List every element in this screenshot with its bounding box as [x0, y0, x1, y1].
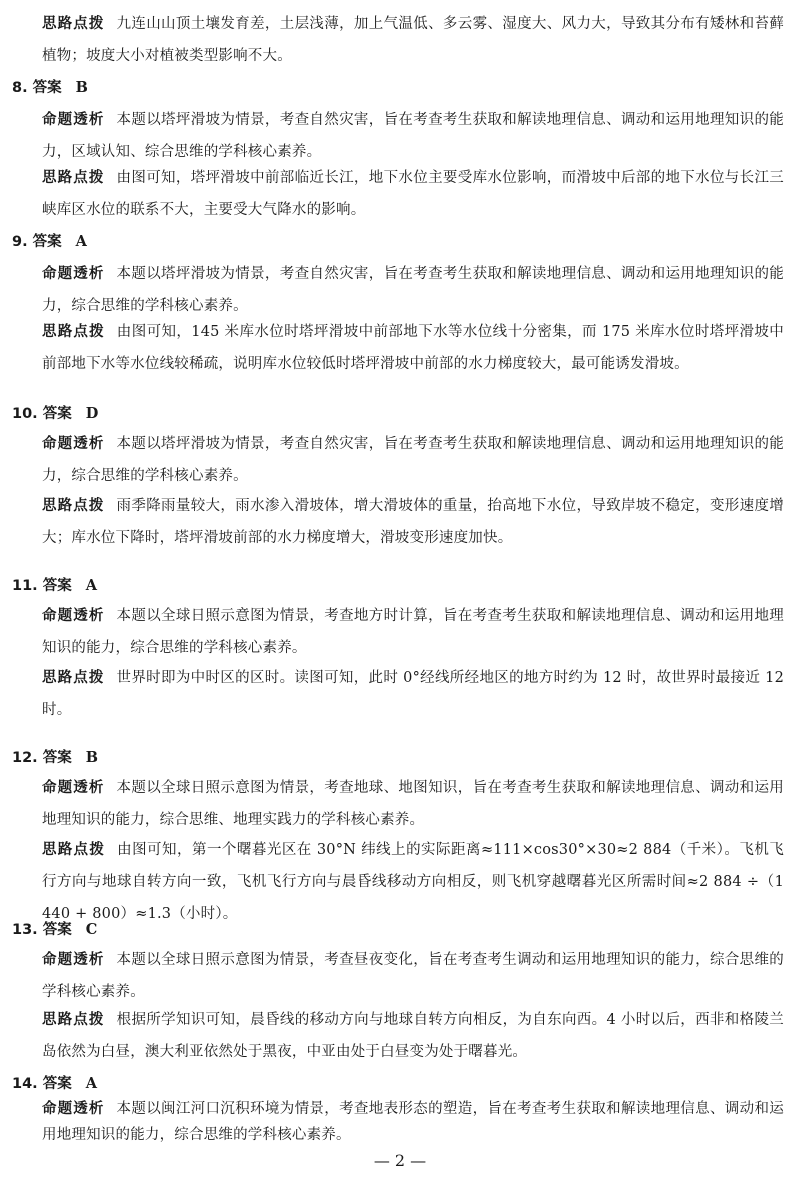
- question-8-hint: [42, 162, 784, 226]
- question-number: 9.: [12, 234, 28, 250]
- hint-label: 思路点拨: [42, 16, 105, 32]
- analysis-text: 本题以塔坪滑坡为情景，考查自然灾害，旨在考查考生获取和解读地理信息、调动和运用地理知识的能力，综合思维的学科核心素养。: [42, 266, 785, 314]
- answer-value: A: [75, 233, 87, 250]
- question-number: 11.: [12, 578, 38, 594]
- analysis-text: 本题以闽江河口沉积环境为情景，考查地表形态的塑造，旨在考查考生获取和解读地理信息、调动和运用地理知识的能力，综合思维的学科核心素养。: [42, 1101, 785, 1143]
- question-8-header: [12, 72, 88, 104]
- answer-value: B: [75, 79, 88, 96]
- analysis-label: 命题透析: [42, 608, 105, 624]
- answer-label: 答案: [32, 80, 62, 96]
- intro-hint: [42, 8, 784, 72]
- analysis-text: 本题以全球日照示意图为情景，考查地球、地图知识，旨在考查考生获取和解读地理信息、调动和运用地理知识的能力，综合思维、地理实践力的学科核心素养。: [42, 780, 785, 828]
- hint-text: 由图可知，第一个曙暮光区在 30°N 纬线上的实际距离≈111×cos30°×30≈2 884（千米）。飞机飞行方向与地球自转方向一致，飞机飞行方向与晨昏线移动方向相反，则飞机穿越曙暮光区所需时间≈2 884 ÷（1 440 + 800）≈1.3（小时）。: [42, 842, 784, 922]
- question-10-analysis: [42, 428, 784, 492]
- hint-text: 根据所学知识可知，晨昏线的移动方向与地球自转方向相反，为自东向西。4 小时以后，西非和格陵兰岛依然为白昼，澳大利亚依然处于黑夜，中亚由处于白昼变为处于曙暮光。: [42, 1012, 785, 1060]
- hint-text: 世界时即为中时区的区时。读图可知，此时 0°经线所经地区的地方时约为 12 时，故世界时最接近 12 时。: [42, 670, 785, 718]
- question-12-analysis: [42, 772, 784, 836]
- answer-label: 答案: [42, 406, 72, 422]
- question-9-header: [12, 226, 87, 258]
- hint-label: 思路点拨: [42, 670, 105, 686]
- answer-value: D: [85, 405, 99, 422]
- analysis-label: 命题透析: [42, 952, 105, 968]
- question-number: 8.: [12, 80, 28, 96]
- analysis-text: 本题以塔坪滑坡为情景，考查自然灾害，旨在考查考生获取和解读地理信息、调动和运用地理知识的能力，区域认知、综合思维的学科核心素养。: [42, 112, 785, 160]
- answer-label: 答案: [42, 922, 72, 938]
- answer-label: 答案: [42, 750, 72, 766]
- question-number: 12.: [12, 750, 38, 766]
- question-number: 14.: [12, 1076, 38, 1092]
- question-12-header: [12, 742, 98, 774]
- answer-label: 答案: [42, 578, 72, 594]
- analysis-text: 本题以塔坪滑坡为情景，考查自然灾害，旨在考查考生获取和解读地理信息、调动和运用地理知识的能力，综合思维的学科核心素养。: [42, 436, 785, 484]
- analysis-label: 命题透析: [42, 1101, 105, 1117]
- hint-label: 思路点拨: [42, 498, 105, 514]
- hint-text: 由图可知，145 米库水位时塔坪滑坡中前部地下水等水位线十分密集，而 175 米库水位时塔坪滑坡中前部地下水等水位线较稀疏，说明库水位较低时塔坪滑坡中前部的水力梯度较大，最可能诱发滑坡。: [42, 324, 785, 372]
- analysis-label: 命题透析: [42, 780, 105, 796]
- analysis-label: 命题透析: [42, 266, 105, 282]
- question-14-analysis: [42, 1096, 784, 1148]
- hint-label: 思路点拨: [42, 842, 106, 858]
- question-9-hint: [42, 316, 784, 380]
- hint-label: 思路点拨: [42, 1012, 105, 1028]
- hint-label: 思路点拨: [42, 324, 105, 340]
- answer-value: B: [85, 749, 99, 766]
- hint-text: 雨季降雨量较大，雨水渗入滑坡体，增大滑坡体的重量，抬高地下水位，导致岸坡不稳定，变形速度增大；库水位下降时，塔坪滑坡前部的水力梯度增大，滑坡变形速度加快。: [42, 498, 785, 546]
- analysis-label: 命题透析: [42, 112, 105, 128]
- hint-text: 九连山山顶土壤发育差，土层浅薄，加上气温低、多云雾、湿度大、风力大，导致其分布有矮林和苔藓植物；坡度大小对植被类型影响不大。: [42, 16, 785, 64]
- question-10-header: [12, 398, 98, 430]
- question-number: 13.: [12, 922, 38, 938]
- question-9-analysis: [42, 258, 784, 322]
- question-13-header: [12, 914, 97, 946]
- question-13-analysis: [42, 944, 784, 1008]
- answer-label: 答案: [42, 1076, 72, 1092]
- answer-value: C: [85, 921, 98, 938]
- question-number: 10.: [12, 406, 38, 422]
- hint-text: 由图可知，塔坪滑坡中前部临近长江，地下水位主要受库水位影响，而滑坡中后部的地下水位与长江三峡库区水位的联系不大，主要受大气降水的影响。: [42, 170, 785, 218]
- question-11-hint: [42, 662, 784, 726]
- question-11-header: [12, 570, 97, 602]
- analysis-text: 本题以全球日照示意图为情景，考查地方时计算，旨在考查考生获取和解读地理信息、调动和运用地理知识的能力，综合思维的学科核心素养。: [42, 608, 785, 656]
- page-number: — 2 —: [373, 1151, 427, 1170]
- answer-label: 答案: [32, 234, 62, 250]
- question-8-analysis: [42, 104, 784, 168]
- question-13-hint: [42, 1004, 784, 1068]
- question-12-hint: [42, 834, 784, 930]
- question-10-hint: [42, 490, 784, 554]
- analysis-text: 本题以全球日照示意图为情景，考查昼夜变化，旨在考查考生调动和运用地理知识的能力，综合思维的学科核心素养。: [42, 952, 785, 1000]
- hint-label: 思路点拨: [42, 170, 105, 186]
- answer-value: A: [85, 577, 98, 594]
- question-11-analysis: [42, 600, 784, 664]
- analysis-label: 命题透析: [42, 436, 105, 452]
- answer-value: A: [85, 1075, 98, 1092]
